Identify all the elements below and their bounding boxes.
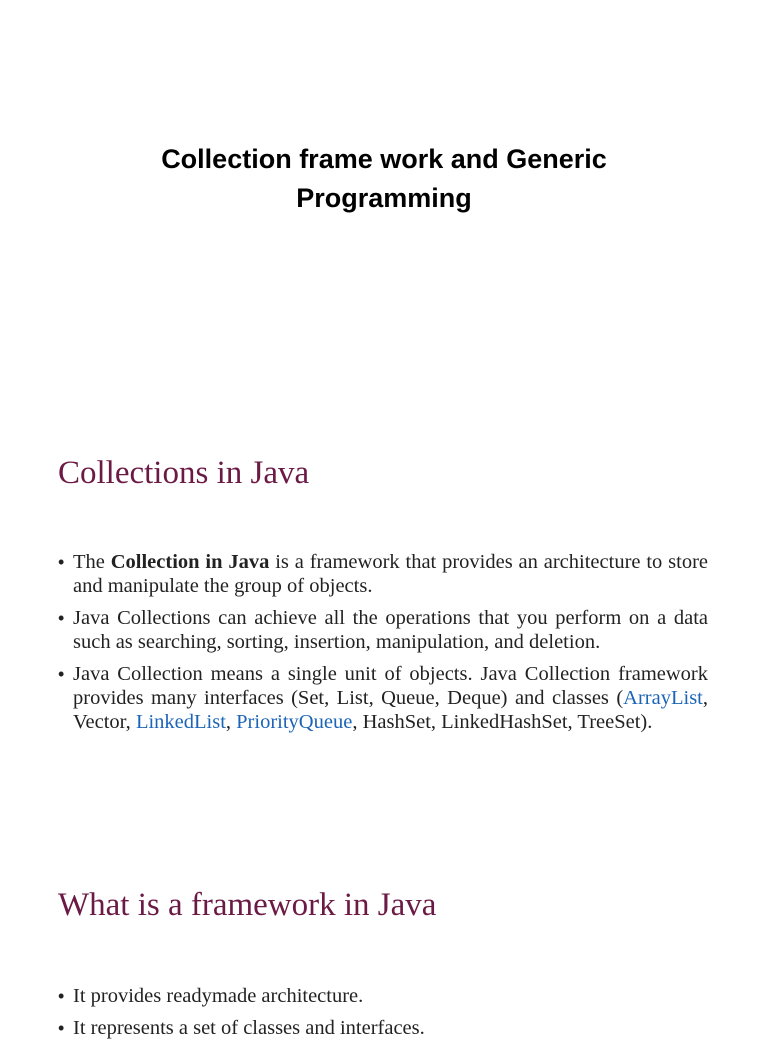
linkedlist-link[interactable]: LinkedList — [135, 711, 226, 733]
arraylist-link[interactable]: ArrayList — [623, 687, 703, 709]
bullet-text: , — [225, 711, 237, 733]
bullet-item: • It provides readymade architecture. — [58, 984, 708, 1008]
section-heading-collections: Collections in Java — [58, 455, 310, 491]
section-heading-framework: What is a framework in Java — [58, 887, 437, 923]
framework-bullet-list — [58, 984, 708, 1048]
slide-title-line-1: Collection frame work and Generic — [161, 144, 607, 174]
collections-bullet-list — [58, 550, 708, 742]
bullet-bold-text: Collection in Java — [110, 551, 270, 573]
bullet-item: • It represents a set of classes and interfaces. — [58, 1016, 708, 1040]
bullet-item — [58, 662, 708, 734]
bullet-text: Java Collection means a single unit of objects. Java Collection framework provides many interfaces (Set, List, Queue, Deque) and classes ( — [73, 663, 708, 709]
bullet-item — [58, 550, 708, 598]
bullet-item: • Java Collections can achieve all the operations that you perform on a data such as searching, sorting, insertion, manipulation, and deletion. — [58, 606, 708, 654]
bullet-text: , HashSet, LinkedHashSet, TreeSet). — [352, 711, 653, 733]
priorityqueue-link[interactable]: PriorityQueue — [236, 711, 353, 733]
slide-title — [0, 140, 768, 218]
bullet-text: The — [73, 551, 111, 573]
slide-title-line-2: Programming — [296, 183, 472, 213]
bullet-text: , Vector, — [73, 687, 708, 733]
bullet-text: is a framework that provides an architecture to store and manipulate the group of objects. — [73, 551, 709, 597]
